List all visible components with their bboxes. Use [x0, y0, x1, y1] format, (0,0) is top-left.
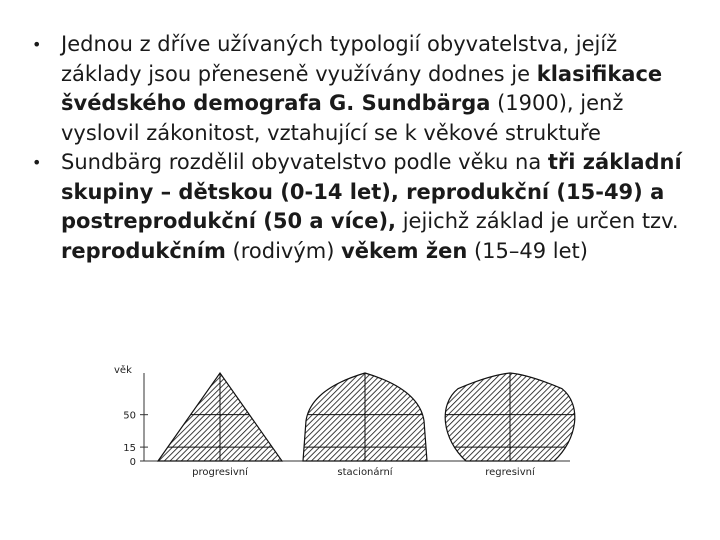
tick-label: 0 [129, 457, 136, 468]
bullet-item-1 [28, 30, 688, 148]
pyramid-label: regresivní [485, 467, 535, 478]
bold-text: reprodukčním [61, 238, 226, 263]
text-run: (rodivým) [225, 238, 342, 263]
bullet-list [28, 30, 688, 266]
bold-text: věkem žen [341, 238, 468, 263]
tick-label: 15 [123, 443, 136, 455]
bullet-1-text [61, 32, 662, 145]
text-run: jejichž základ je určen tzv. [396, 209, 679, 233]
bullet-item-2 [28, 148, 688, 266]
tick-label: 50 [123, 410, 136, 422]
text-run: (15–49 let) [467, 238, 588, 263]
text-run: Sundbärg rozdělil obyvatelstvo podle věku na [61, 150, 548, 174]
text-run: Jednou z dříve užívaných typologií obyvatelstva, jejíž základy jsou přeneseně využívány dodnes je [61, 32, 618, 86]
pyramid-urn [428, 373, 580, 478]
bold-text: tři základní skupiny – dětskou (0-14 let), reprodukční (15-49) a postreprodukční (50 a více), [61, 150, 682, 233]
pyramid-label: progresivní [192, 467, 248, 478]
bold-text: klasifikace švédského demografa G. Sundbärga [61, 61, 663, 115]
age-structure-diagram [100, 355, 580, 485]
bullet-dot: • [32, 35, 42, 54]
pyramid-triangle [138, 373, 302, 478]
bullet-2-text [61, 150, 682, 263]
pyramid-bell [283, 373, 447, 478]
bullet-dot: • [32, 153, 42, 172]
text-run: (1900), jenž vyslovil zákonitost, vztahující se k věkové struktuře [61, 91, 624, 145]
pyramid-label: stacionární [337, 467, 393, 478]
axis-label: věk [114, 365, 132, 376]
